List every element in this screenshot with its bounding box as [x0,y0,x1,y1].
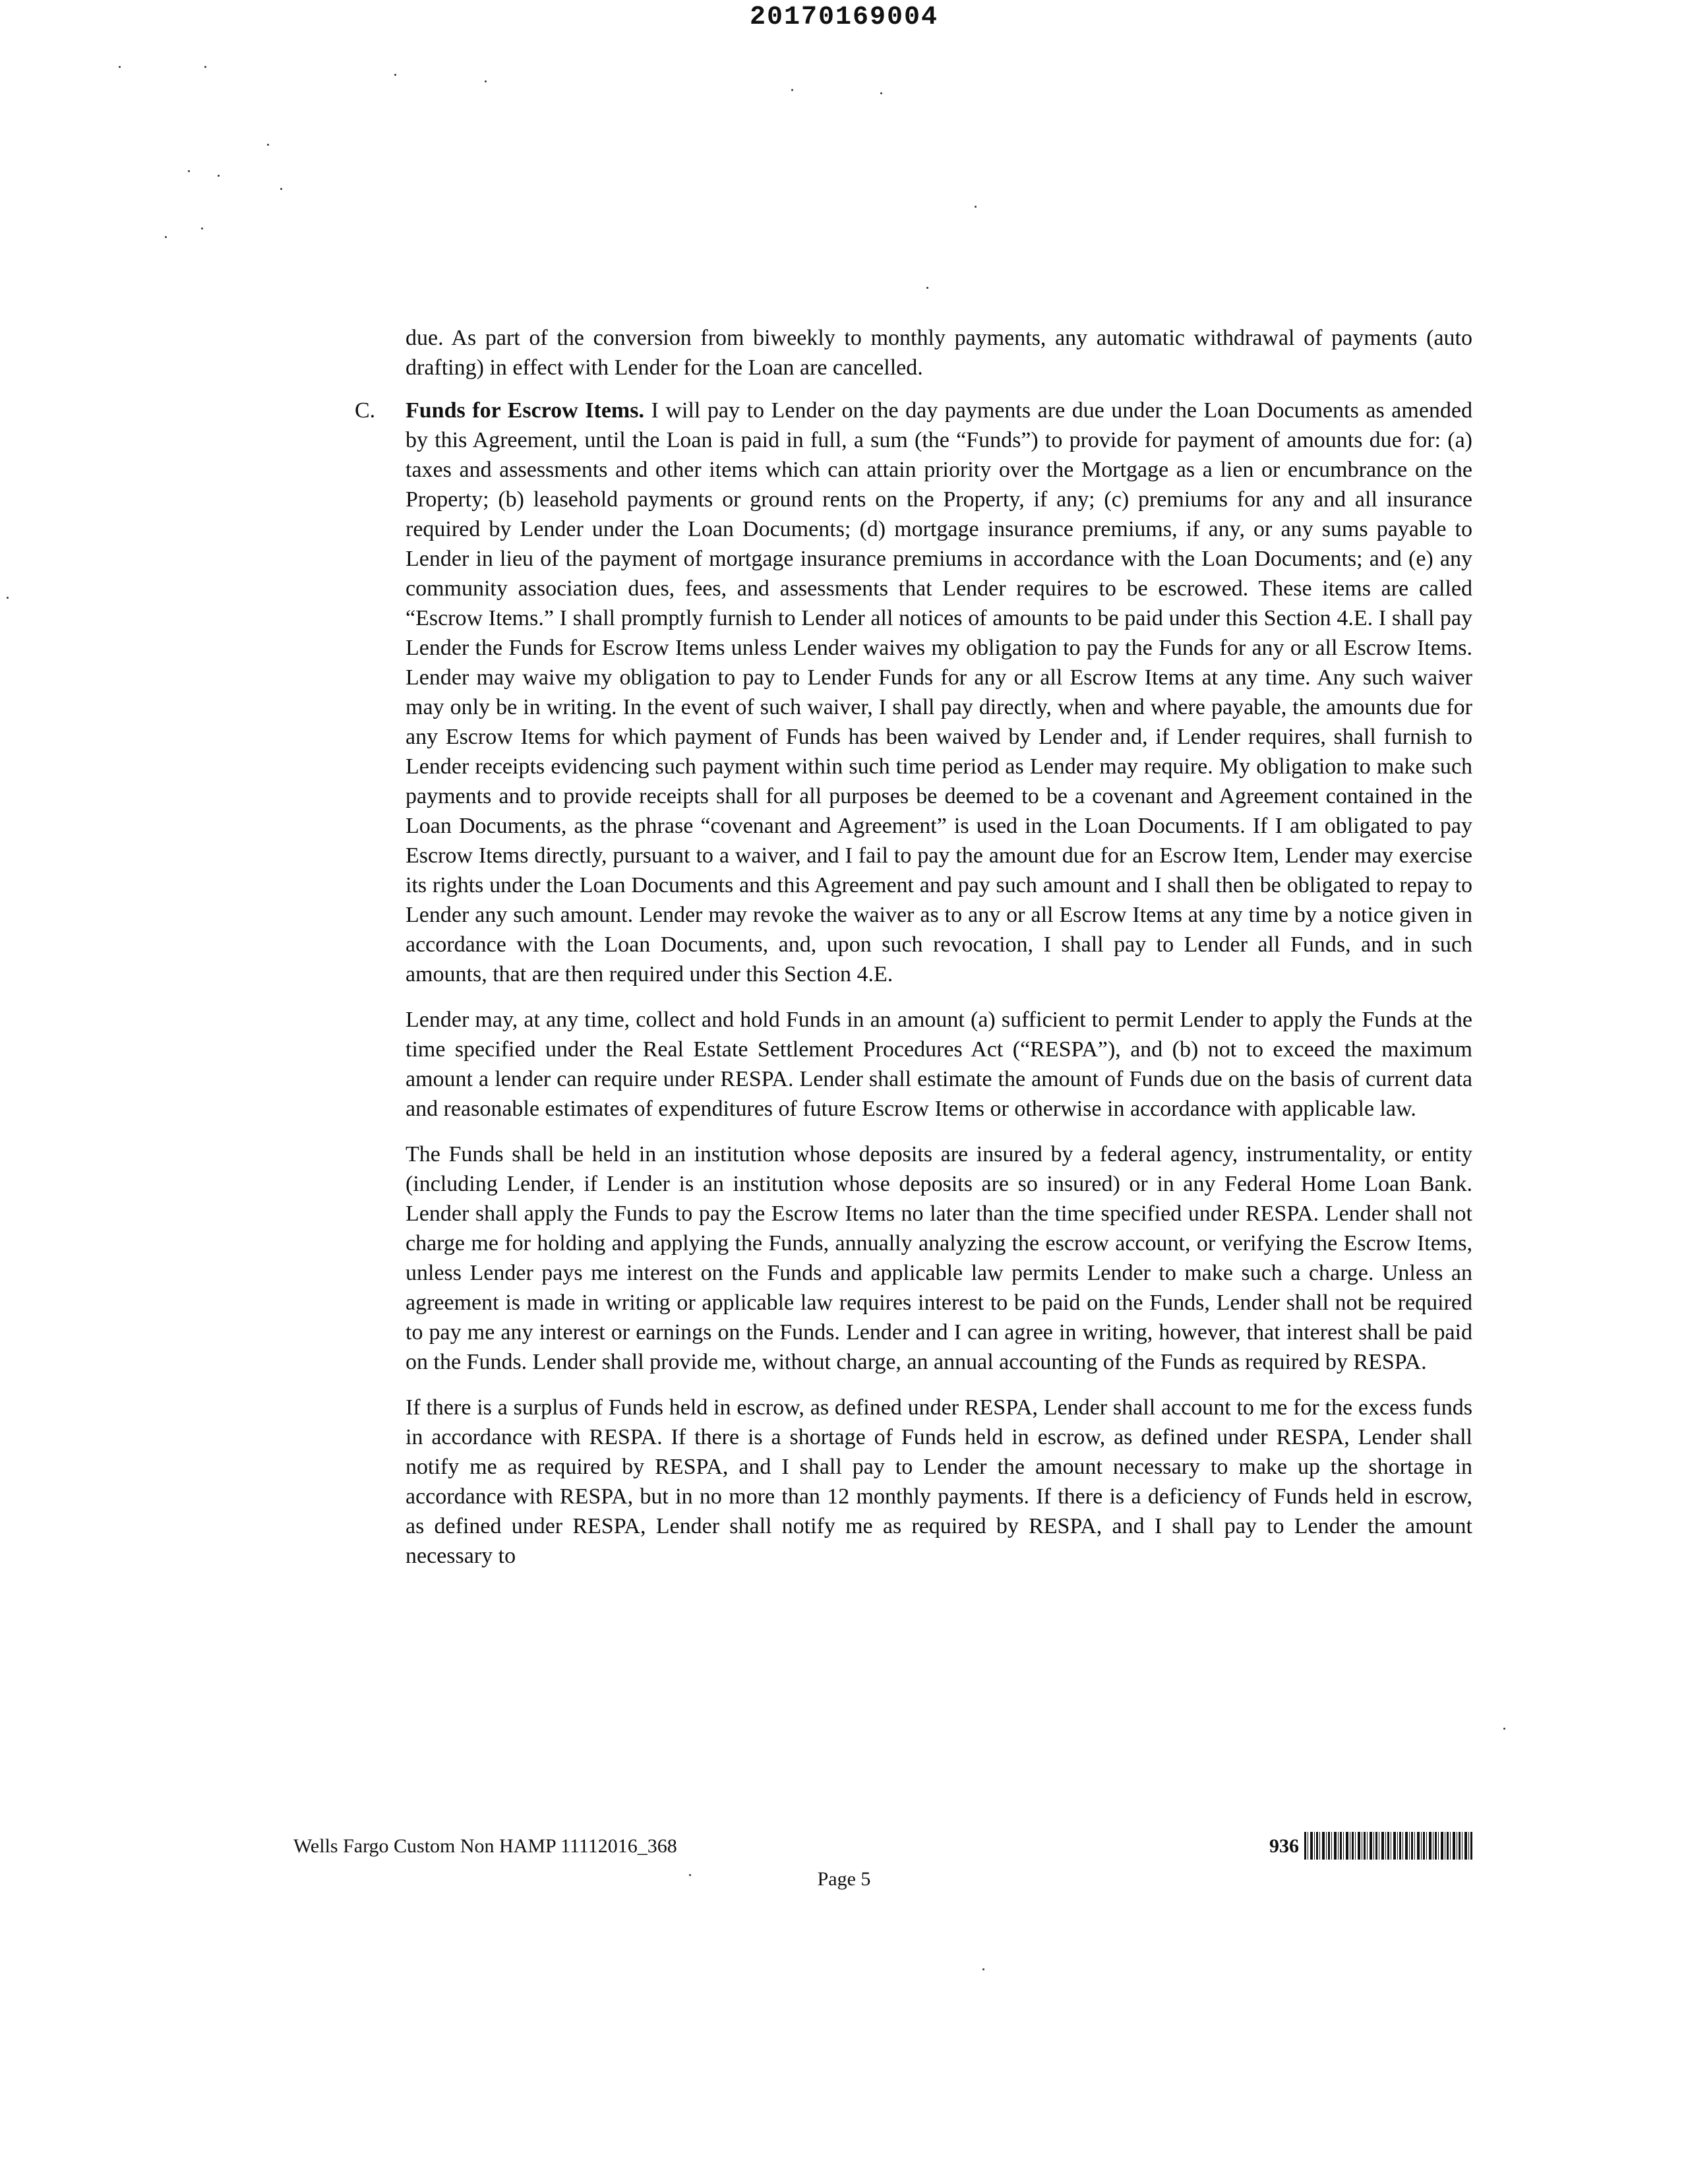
section-title: Funds for Escrow Items. [406,398,644,423]
scan-speck [394,74,396,76]
page-number: Page 5 [817,1868,871,1890]
scan-speck [204,66,206,68]
intro-paragraph: due. As part of the conversion from biweekly to monthly payments, any automatic withdrawal of payments (auto drafting) in effect with Lender for the Loan are cancelled. [406,326,1472,380]
scan-speck [7,597,9,599]
barcode-icon [1304,1832,1472,1860]
scan-speck [201,228,203,229]
scan-speck [975,206,977,208]
section-c-paragraph [406,396,1472,989]
section-c [355,396,1472,989]
scan-speck [218,175,220,177]
footer-code: 936 [1269,1835,1299,1857]
scan-speck [280,188,282,190]
scan-speck [485,80,487,82]
document-number: 20170169004 [749,3,939,32]
document-body [355,323,1472,1571]
paragraph-funds-held: The Funds shall be held in an institution whose deposits are insured by a federal agency, instrumentality, or entity (including Lender, if Lender is an institution whose deposits are so insured) or in any Federal Home Loan Bank. Lender shall apply the Funds to pay the Escrow Items no later than the time specified under RESPA. Lender shall not charge me for holding and applying the Funds, annually analyzing the escrow account, or verifying the Escrow Items, unless Lender pays me interest on the Funds and applicable law permits Lender to make such a charge. Unless an agreement is made in writing or applicable law requires interest to be paid on the Funds, Lender shall not be required to pay me any interest or earnings on the Funds. Lender and I can agree in writing, however, that interest shall be paid on the Funds. Lender shall provide me, without charge, an annual accounting of the Funds as required by RESPA. [406,1142,1472,1374]
footer-form-name: Wells Fargo Custom Non HAMP 11112016_368 [293,1835,677,1857]
paragraph-collect-funds: Lender may, at any time, collect and hold Funds in an amount (a) sufficient to permit Lender to apply the Funds at the time specified under the Real Estate Settlement Procedures Act (“RESPA”), and (b) not to exceed the maximum amount a lender can require under RESPA. Lender shall estimate the amount of Funds due on the basis of current data and reasonable estimates of expenditures of future Escrow Items or otherwise in accordance with applicable law. [406,1008,1472,1121]
scan-speck [165,236,167,238]
scan-speck [119,66,121,68]
scan-speck [982,1968,984,1970]
scan-speck [1503,1728,1505,1730]
scan-speck [267,144,269,146]
section-c-text: I will pay to Lender on the day payments are due under the Loan Documents as amended by this Agreement, until the Loan is paid in full, a sum (the “Funds”) to provide for payment of amounts due for: (a) taxes and assessments and other items which can attain priority over the Mortgage as a lien or encumbrance on the Property; (b) leasehold payments or ground rents on the Property, if any; (c) premiums for any and all insurance required by Lender under the Loan Documents; (d) mortgage insurance premiums, if any, or any sums payable to Lender in lieu of the payment of mortgage insurance premiums in accordance with the Loan Documents; and (e) any community association dues, fees, and assessments that Lender requires to be escrowed. These items are called “Escrow Items.” I shall promptly furnish to Lender all notices of amounts to be paid under this Section 4.E. I shall pay Lender the Funds for Escrow Items unless Lender waives my obligation to pay the Funds for any or all Escrow Items. Lender may waive my obligation to pay to Lender Funds for any or all Escrow Items at any time. Any such waiver may only be in writing. In the event of such waiver, I shall pay directly, when and where payable, the amounts due for any Escrow Items for which payment of Funds has been waived by Lender and, if Lender requires, shall furnish to Lender receipts evidencing such payment within such time period as Lender may require. My obligation to make such payments and to provide receipts shall for all purposes be deemed to be a covenant and Agreement contained in the Loan Documents, as the phrase “covenant and Agreement” is used in the Loan Documents. If I am obligated to pay Escrow Items directly, pursuant to a waiver, and I fail to pay the amount due for an Escrow Item, Lender may exercise its rights under the Loan Documents and this Agreement and pay such amount and I shall then be obligated to repay to Lender any such amount. Lender may revoke the waiver as to any or all Escrow Items at any time by a notice given in accordance with the Loan Documents, and, upon such revocation, I shall pay to Lender all Funds, and in such amounts, that are then required under this Section 4.E. [406,398,1472,986]
scan-speck [926,287,928,289]
section-letter: C. [355,398,376,423]
scan-speck [188,170,190,172]
scan-speck [791,89,793,91]
scan-speck [880,92,882,94]
paragraph-surplus: If there is a surplus of Funds held in escrow, as defined under RESPA, Lender shall account to me for the excess funds in accordance with RESPA. If there is a shortage of Funds held in escrow, as defined under RESPA, Lender shall notify me as required by RESPA, and I shall pay to Lender the amount necessary to make up the shortage in accordance with RESPA, but in no more than 12 monthly payments. If there is a deficiency of Funds held in escrow, as defined under RESPA, Lender shall notify me as required by RESPA, and I shall pay to Lender the amount necessary to [406,1395,1472,1568]
